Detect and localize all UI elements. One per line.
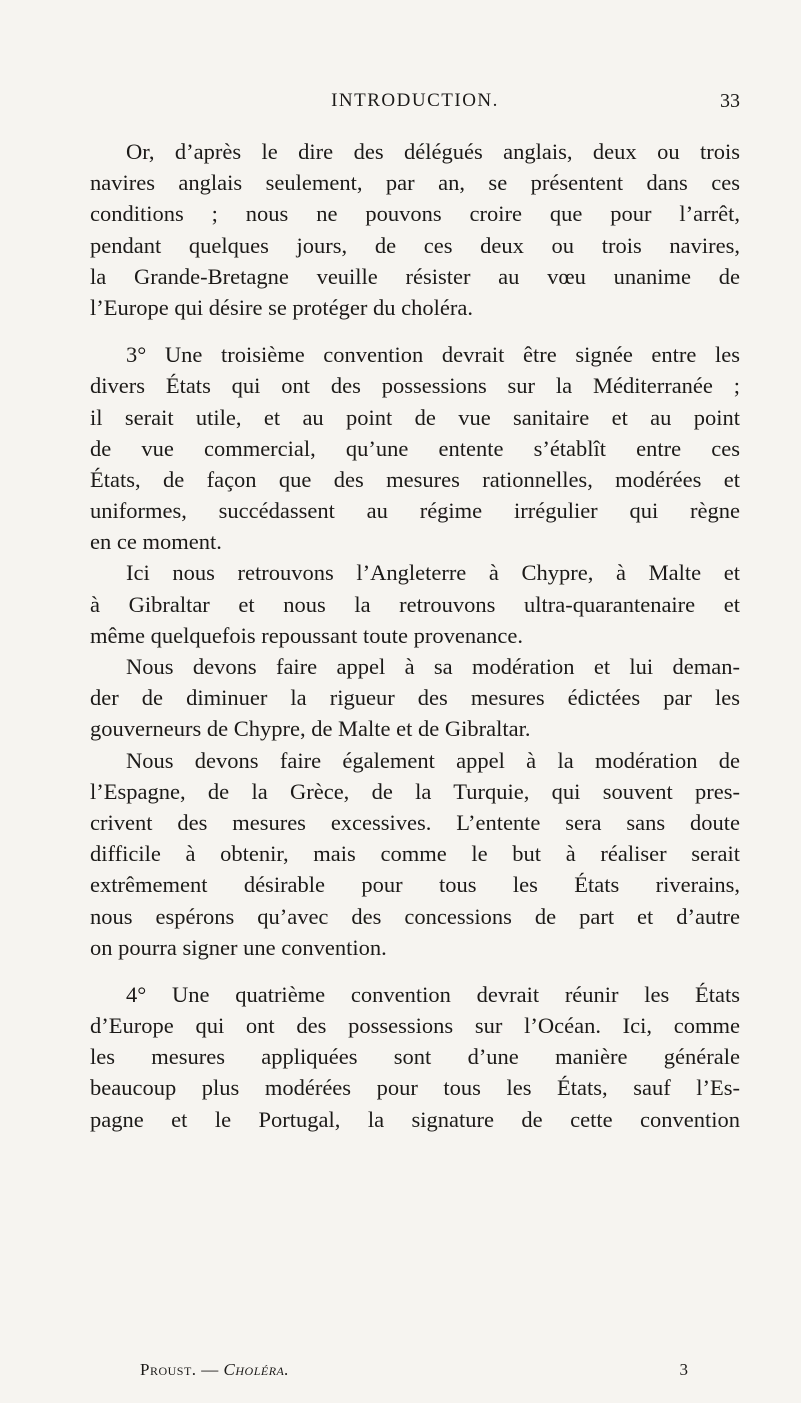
- text-line: même quelquefois repoussant toute provenance.: [90, 622, 523, 648]
- footer-title: Choléra.: [223, 1360, 290, 1379]
- footer-separator: —: [196, 1360, 224, 1379]
- text-line: extrêmement désirable pour tous les États riverains,: [90, 872, 740, 898]
- text-line: pagne et le Portugal, la signature de cette convention: [90, 1106, 740, 1132]
- text-line: Nous devons faire appel à sa modération et lui deman-: [126, 654, 740, 679]
- footer-author-line: [140, 1360, 289, 1380]
- footer: [90, 1360, 740, 1386]
- text-line: conditions ; nous ne pouvons croire que pour l’arrêt,: [90, 201, 740, 227]
- text-line: l’Espagne, de la Grèce, de la Turquie, qui souvent pres-: [90, 778, 740, 804]
- text-line: navires anglais seulement, par an, se présentent dans ces: [90, 170, 740, 196]
- text-line: la Grande-Bretagne veuille résister au vœu unanime de: [90, 263, 740, 289]
- text-line: crivent des mesures excessives. L’entente sera sans doute: [90, 809, 740, 835]
- signature-mark: 3: [679, 1360, 688, 1379]
- text-line: Or, d’après le dire des délégués anglais, deux ou trois: [126, 139, 740, 164]
- text-line: les mesures appliquées sont d’une manière générale: [90, 1044, 740, 1070]
- text-line: gouverneurs de Chypre, de Malte et de Gibraltar.: [90, 716, 531, 742]
- text-line: à Gibraltar et nous la retrouvons ultra-quarantenaire et: [90, 591, 740, 617]
- text-line: en ce moment.: [90, 529, 222, 555]
- text-line: difficile à obtenir, mais comme le but à réaliser serait: [90, 841, 740, 867]
- text-line: 3° Une troisième convention devrait être signée entre les: [126, 342, 740, 368]
- text-line: il serait utile, et au point de vue sanitaire et au point: [90, 404, 740, 430]
- running-head: [90, 90, 740, 118]
- text-line: pendant quelques jours, de ces deux ou trois navires,: [90, 232, 740, 258]
- text-line: on pourra signer une convention.: [90, 934, 387, 960]
- text-line: Ici nous retrouvons l’Angleterre à Chypre, à Malte et: [126, 560, 740, 586]
- text-line: de vue commercial, qu’une entente s’établît entre ces: [90, 435, 740, 461]
- text-line: d’Europe qui ont des possessions sur l’Océan. Ici, comme: [90, 1013, 740, 1039]
- text-line: beaucoup plus modérées pour tous les États, sauf l’Es-: [90, 1075, 740, 1101]
- text-line: nous espérons qu’avec des concessions de part et d’autre: [90, 903, 740, 929]
- text-line: Nous devons faire également appel à la modération de: [126, 747, 740, 773]
- paragraph-gap: [90, 323, 740, 339]
- running-title: INTRODUCTION.: [331, 90, 499, 111]
- text-line: États, de façon que des mesures rationnelles, modérées et: [90, 466, 740, 492]
- text-line: 4° Une quatrième convention devrait réunir les États: [126, 981, 740, 1007]
- footer-author: Proust.: [140, 1360, 197, 1379]
- paragraph-gap: [90, 963, 740, 979]
- text-line: l’Europe qui désire se protéger du choléra.: [90, 294, 473, 320]
- body-text: [90, 136, 740, 1135]
- text-line: uniformes, succédassent au régime irrégulier qui règne: [90, 498, 740, 524]
- text-line: divers États qui ont des possessions sur la Méditerranée ;: [90, 373, 740, 399]
- page-number: 33: [720, 90, 740, 112]
- text-line: der de diminuer la rigueur des mesures édictées par les: [90, 685, 740, 711]
